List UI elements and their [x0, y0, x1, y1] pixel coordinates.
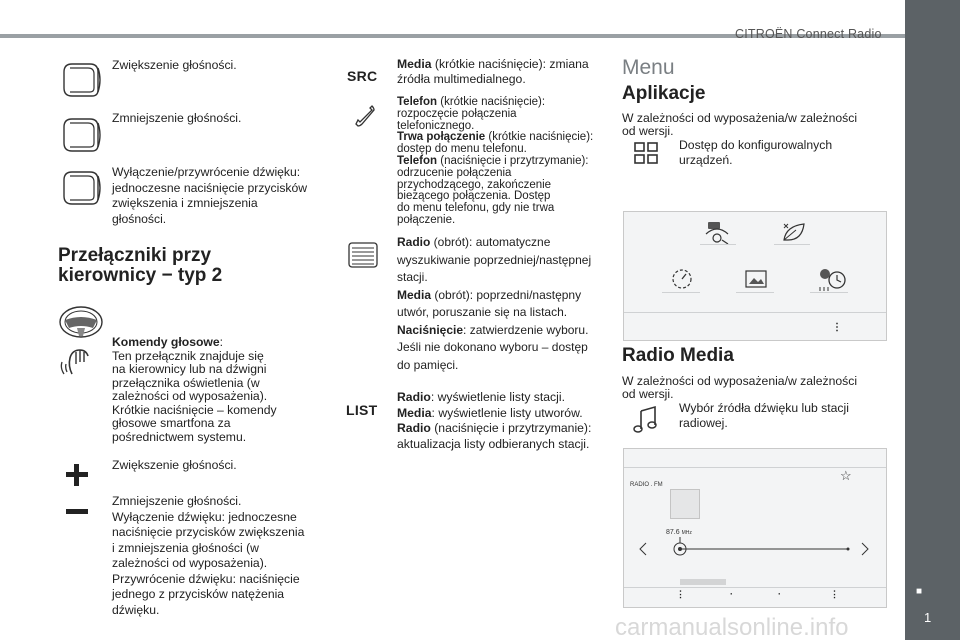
wheel-bold: Radio — [397, 235, 431, 249]
apps-intro-line: od wersji. — [622, 124, 674, 138]
phone-bold: Telefon — [397, 96, 438, 108]
list-button-label: LIST — [346, 402, 378, 418]
steering-switch-volume-up-icon — [58, 60, 104, 100]
src-text — [397, 57, 589, 87]
frequency-slider — [636, 537, 876, 561]
minus-line: Zmniejszenie głośności. — [112, 494, 242, 508]
phone-line: (naciśnięcie i przytrzymanie): — [437, 154, 589, 167]
voice-line: przełącznika oświetlenia (w — [112, 375, 260, 390]
voice-command-text — [112, 336, 277, 444]
apps-desc — [679, 138, 832, 168]
minus-line: Przywrócenie dźwięku: naciśnięcie — [112, 571, 300, 586]
minus-line: i zmniejszenia głośności (w — [112, 540, 259, 555]
climate-timer-icon — [816, 265, 848, 293]
frequency-readout — [666, 529, 692, 536]
photo-gallery-icon — [744, 268, 768, 290]
steering-switch-mute-icon — [58, 168, 104, 208]
apps-heading: Aplikacje — [622, 83, 706, 104]
phone-line: odrzucenie połączenia — [397, 166, 512, 179]
radio-band-label: RADIO . FM — [630, 482, 663, 488]
phone-bold: Trwa połączenie — [397, 131, 486, 144]
voice-line: : — [219, 335, 224, 349]
music-note-icon — [633, 405, 659, 433]
wheel-line: Jeśli nie dokonano wyboru – dostęp — [397, 340, 588, 354]
steering-switch-volume-down-icon — [58, 115, 104, 155]
connected-apps-icon — [702, 220, 732, 246]
apps-desc-line: Dostęp do konfigurowalnych — [679, 138, 833, 152]
voice-line: pośrednictwem systemu. — [112, 429, 247, 444]
apps-screen-illustration — [623, 211, 887, 341]
frequency-unit: MHz — [681, 530, 692, 536]
src-line: źródła multimedialnego. — [397, 72, 526, 86]
src-line: (krótkie naciśnięcie): zmiana — [431, 57, 589, 71]
wheel-line: (obrót): poprzedni/następny — [431, 287, 582, 302]
volume-down-text: Zmniejszenie głośności. — [112, 111, 242, 125]
radio-intro — [622, 375, 857, 401]
phone-line: do menu telefonu, gdy nie trwa — [397, 202, 555, 215]
dot-icon: · — [730, 589, 733, 599]
steering-wheel-icon — [57, 304, 105, 340]
frequency-value: 87.6 — [666, 529, 680, 536]
wheel-line: stacji. — [397, 270, 428, 284]
radio-intro-line: W zależności od wyposażenia/w zależności — [622, 374, 858, 388]
wheel-line: : zatwierdzenie wyboru. — [463, 322, 589, 337]
thumbwheel-icon — [346, 240, 380, 270]
list-line: : wyświetlenie listy stacji. — [430, 390, 565, 404]
more-options-icon: ⋮ — [832, 322, 842, 333]
more-options-icon: ⋮ — [676, 589, 685, 599]
wheel-line: do pamięci. — [397, 357, 459, 372]
phone-bold: Telefon — [397, 154, 438, 167]
apps-intro — [622, 112, 857, 138]
list-line: (naciśnięcie i przytrzymanie): — [430, 421, 592, 435]
phone-icon — [352, 104, 378, 128]
phone-line: (krótkie naciśnięcie): — [485, 131, 594, 144]
progress-strip — [680, 579, 726, 585]
apps-grid-icon — [633, 141, 659, 165]
voice-line: Krótkie naciśnięcie – komendy — [112, 402, 277, 417]
phone-line: (krótkie naciśnięcie): — [437, 96, 546, 108]
minus-line: Wyłączenie dźwięku: jednoczesne — [112, 509, 297, 524]
heading-line: kierownicy − typ 2 — [58, 265, 223, 286]
continuation-dot: ■ — [916, 586, 923, 597]
mute-text — [112, 165, 307, 227]
footer-watermark: carmanualsonline.info — [615, 614, 849, 641]
volume-up-text: Zwiększenie głośności. — [112, 58, 237, 72]
apps-intro-line: W zależności od wyposażenia/w zależności — [622, 111, 858, 125]
thumbwheel-text — [397, 234, 591, 374]
mute-line: jednoczesne naciśnięcie przycisków — [112, 180, 308, 195]
radio-desc — [679, 401, 849, 431]
mute-line: Wyłączenie/przywrócenie dźwięku: — [112, 165, 301, 179]
minus-line: zależności od wyposażenia). — [112, 556, 268, 570]
radio-screen-illustration — [623, 448, 887, 608]
voice-line: zależności od wyposażenia). — [112, 389, 268, 403]
wheel-bold: Naciśnięcie — [397, 322, 464, 337]
voice-command-hand-icon — [60, 340, 98, 380]
phone-line: dostęp do menu telefonu. — [397, 143, 527, 156]
radio-media-heading: Radio Media — [622, 345, 734, 366]
voice-line: głosowe smartfona za — [112, 416, 231, 430]
mute-line: zwiększenia i zmniejszenia — [112, 196, 258, 210]
wheel-bold: Media — [397, 287, 432, 302]
section-heading-steering-type2 — [58, 246, 222, 286]
radio-desc-line: Wybór źródła dźwięku lub stacji — [679, 401, 849, 415]
minus-icon — [64, 508, 90, 516]
list-bold: Radio — [397, 421, 431, 435]
more-options-icon: ⋮ — [830, 589, 839, 599]
voice-line: Ten przełącznik znajduje się — [112, 348, 264, 363]
menu-title: Menu — [622, 56, 675, 79]
minus-line: jednego z przycisków natężenia — [112, 587, 285, 601]
plus-text: Zwiększenie głośności. — [112, 458, 237, 472]
star-icon: ☆ — [840, 468, 852, 483]
wheel-line: wyszukiwanie poprzedniej/następnej — [397, 252, 592, 267]
radio-desc-line: radiowej. — [679, 416, 728, 430]
minus-line: dźwięku. — [112, 602, 160, 617]
phone-line: rozpoczęcie połączenia — [397, 107, 517, 120]
radio-intro-line: od wersji. — [622, 387, 674, 401]
list-line: : wyświetlenie listy utworów. — [431, 405, 583, 420]
phone-line: bieżącego połączenia. Dostęp — [397, 190, 551, 203]
wheel-line: (obrót): automatyczne — [430, 235, 551, 249]
phone-line: przychodzącego, zakończenie — [397, 178, 552, 191]
driving-settings-icon — [668, 266, 696, 292]
wheel-line: utwór, poruszanie się na listach. — [397, 305, 568, 319]
right-sidebar — [905, 0, 960, 640]
list-bold: Media — [397, 405, 432, 420]
minus-line: naciśnięcie przycisków zwiększenia — [112, 525, 305, 539]
list-line: aktualizacja listy odbieranych stacji. — [397, 436, 590, 451]
station-artwork — [670, 489, 700, 519]
header-title: CITROËN Connect Radio — [735, 27, 882, 41]
minus-text — [112, 494, 304, 618]
phone-text — [397, 97, 593, 227]
voice-label: Komendy głosowe — [112, 335, 220, 349]
src-bold: Media — [397, 57, 432, 71]
apps-desc-line: urządzeń. — [679, 153, 733, 167]
page-number: 1 — [924, 610, 932, 625]
eco-leaf-icon — [780, 220, 808, 244]
src-button-label: SRC — [347, 68, 378, 84]
mute-line: głośności. — [112, 211, 167, 226]
list-bold: Radio — [397, 390, 431, 404]
voice-line: na kierownicy lub na dźwigni — [112, 362, 267, 376]
phone-line: telefonicznego. — [397, 119, 475, 132]
plus-icon — [64, 462, 90, 488]
dot-icon: · — [778, 589, 781, 599]
list-text — [397, 390, 591, 452]
heading-line: Przełączniki przy — [58, 245, 212, 266]
phone-line: połączenie. — [397, 213, 456, 226]
